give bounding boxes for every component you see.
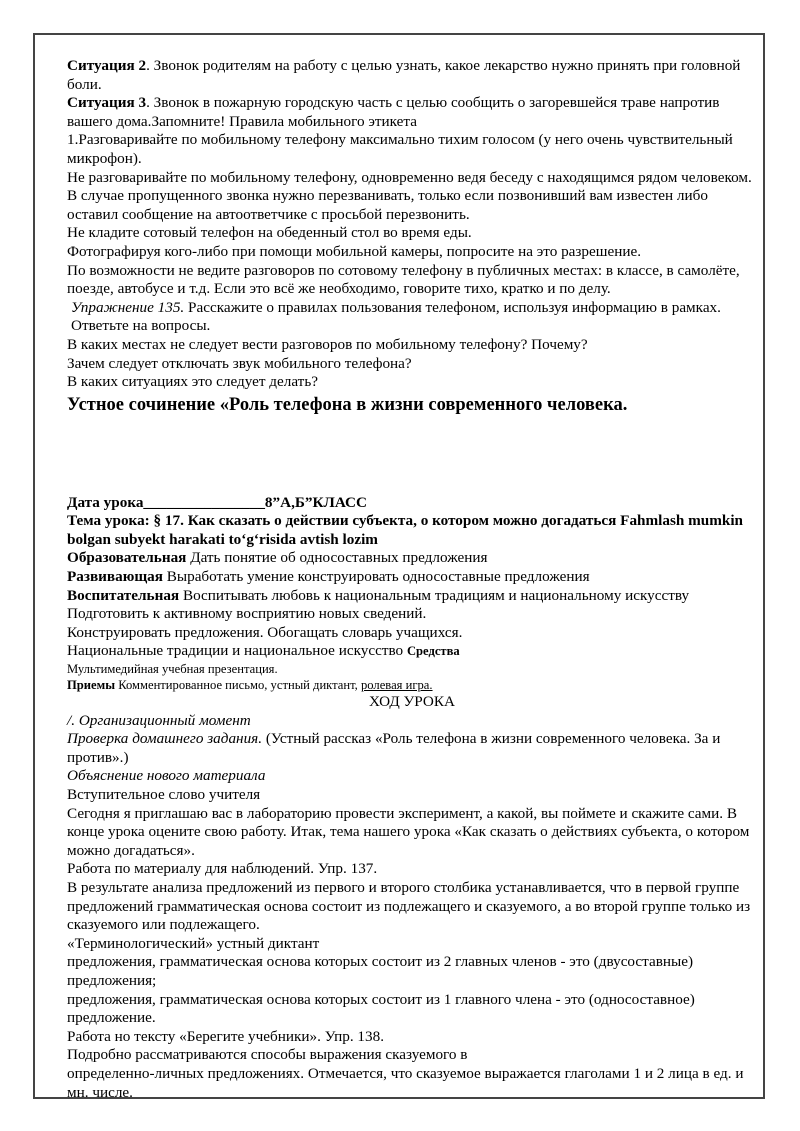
situation-3 <box>67 94 757 131</box>
new-material <box>67 767 757 786</box>
goal-label: Развивающая <box>67 568 163 586</box>
goal-label: Образовательная <box>67 549 187 567</box>
exercise-text: Расскажите о правилах пользования телефоном, используя информацию в рамках. Ответьте на вопросы. <box>71 298 721 335</box>
goal-text: Воспитывать любовь к национальным традициям и национальному искусству <box>179 586 690 604</box>
multimedia-line: Мультимедийная учебная презентация. <box>67 662 278 677</box>
prep-line: Конструировать предложения. Обогащать словарь учащихся. <box>67 623 463 641</box>
body-line: В результате анализа предложений из первого и второго столбика устанавливается, что в первой группе предложений грамматическая основа состоит из подлежащего и сказуемого, а во второй группе только из сказуемого или подлежащего. <box>67 878 751 934</box>
rule-line: 1.Разговаривайте по мобильному телефону максимально тихим голосом (у него очень чувствительный микрофон). <box>67 131 733 167</box>
rule-line: В случае пропущенного звонка нужно перезванивать, только если позвонивший вам известен либо оставил сообщение на автоответчике с просьбой перезвонить. <box>67 187 708 223</box>
situation-text: . Звонок в пожарную городскую часть с целью сообщить о загоревшейся траве напротив вашего дома.Запомните! Правила мобильного этикета <box>67 94 720 130</box>
lesson-topic <box>67 512 757 549</box>
question-line: В каких местах не следует вести разговоров по мобильному телефону? Почему? <box>67 335 588 353</box>
homework-check <box>67 730 757 767</box>
methods-line <box>67 677 757 693</box>
body-line: Сегодня я приглашаю вас в лабораторию провести эксперимент, а какой, вы поймете и скажите сами. В конце урока оцените свою работу. Итак, тема нашего урока «Как сказать о действиях субъекта, о котором можно догадаться». <box>67 804 750 859</box>
rule-line: По возможности не ведите разговоров по сотовому телефону в публичных местах: в классе, в самолёте, поезде, автобусе и т.д. Если это всё же необходимо, говорите тихо, кратко и по делу. <box>67 261 740 298</box>
lesson-date-text: Дата урока________________8”А,Б”КЛАСС <box>67 493 367 511</box>
body-line: предложения, грамматическая основа которых состоит из 1 главного члена - это (односоставное) предложение. <box>67 990 695 1027</box>
body-line: предложения, грамматическая основа которых состоит из 2 главных членов - это (двусоставные) предложения; <box>67 953 694 989</box>
homework-label: Проверка домашнего задания. <box>67 730 263 748</box>
means-label: Средства <box>406 644 460 659</box>
goal-text: Выработать умение конструировать односоставные предложения <box>162 568 590 586</box>
body-line: «Терминологический» устный диктант <box>67 934 320 952</box>
situation-2 <box>67 57 757 94</box>
body-line: определенно-личных предложениях. Отмечается, что сказуемое выражается глаголами 1 и 2 лица в ед. и мн. числе. <box>67 1064 744 1101</box>
rule-line: Не разговаривайте по мобильному телефону, одновременно ведя беседу с находящимся рядом человеком. <box>67 168 752 186</box>
body-line: Работа но тексту «Берегите учебники». Упр. 138. <box>67 1027 385 1045</box>
org-moment-text: /. Организационный момент <box>67 711 251 729</box>
oral-essay-heading: Устное сочинение «Роль телефона в жизни современного человека. <box>67 394 628 415</box>
body-line: Работа по материалу для наблюдений. Упр. 137. <box>67 860 378 878</box>
course-title: ХОД УРОКА <box>368 693 455 711</box>
goal-educational <box>67 549 757 568</box>
lesson-date-line <box>67 494 757 513</box>
role-play-link[interactable]: ролевая игра. <box>360 678 433 693</box>
situation-label: Ситуация 2 <box>67 57 147 74</box>
goal-text: Дать понятие об односоставных предложения <box>186 549 488 567</box>
goal-label: Воспитательная <box>67 586 180 604</box>
rule-line: Не кладите сотовый телефон на обеденный стол во время еды. <box>67 224 472 242</box>
new-material-text: Объяснение нового материала <box>67 767 266 785</box>
traditions-line <box>67 642 757 661</box>
org-moment <box>67 712 757 731</box>
exercise-135 <box>67 299 757 336</box>
methods-label: Приемы <box>67 678 116 693</box>
homework-text: (Устный рассказ «Роль телефона в жизни современного человека. За и против».) <box>67 730 721 766</box>
question-line: В каких ситуациях это следует делать? <box>67 373 318 391</box>
question-line: Зачем следует отключать звук мобильного телефона? <box>67 354 412 372</box>
body-line: Вступительное слово учителя <box>67 786 261 803</box>
situation-text: . Звонок родителям на работу с целью узнать, какое лекарство нужно принять при головной боли. <box>67 57 741 93</box>
body-line: Подробно рассматриваются способы выражения сказуемого в <box>67 1046 468 1064</box>
goal-upbringing <box>67 587 757 606</box>
rule-line: Фотографируя кого-либо при помощи мобильной камеры, попросите на это разрешение. <box>67 242 641 260</box>
methods-text: Комментированное письмо, устный диктант, <box>115 678 361 693</box>
lesson-topic-text: Тема урока: § 17. Как сказать о действии субъекта, о котором можно догадаться Fahmlash mumkin bolgan subyekt harakati to‘g‘risida avtish lozim <box>67 512 743 548</box>
traditions-text: Национальные традиции и национальное искусство <box>67 642 407 660</box>
exercise-label: Упражнение 135. <box>71 298 185 316</box>
spacer <box>67 417 757 494</box>
prep-line: Подготовить к активному восприятию новых сведений. <box>67 605 427 623</box>
goal-developing <box>67 568 757 587</box>
document-body <box>67 57 757 1102</box>
situation-label: Ситуация 3 <box>67 94 147 112</box>
